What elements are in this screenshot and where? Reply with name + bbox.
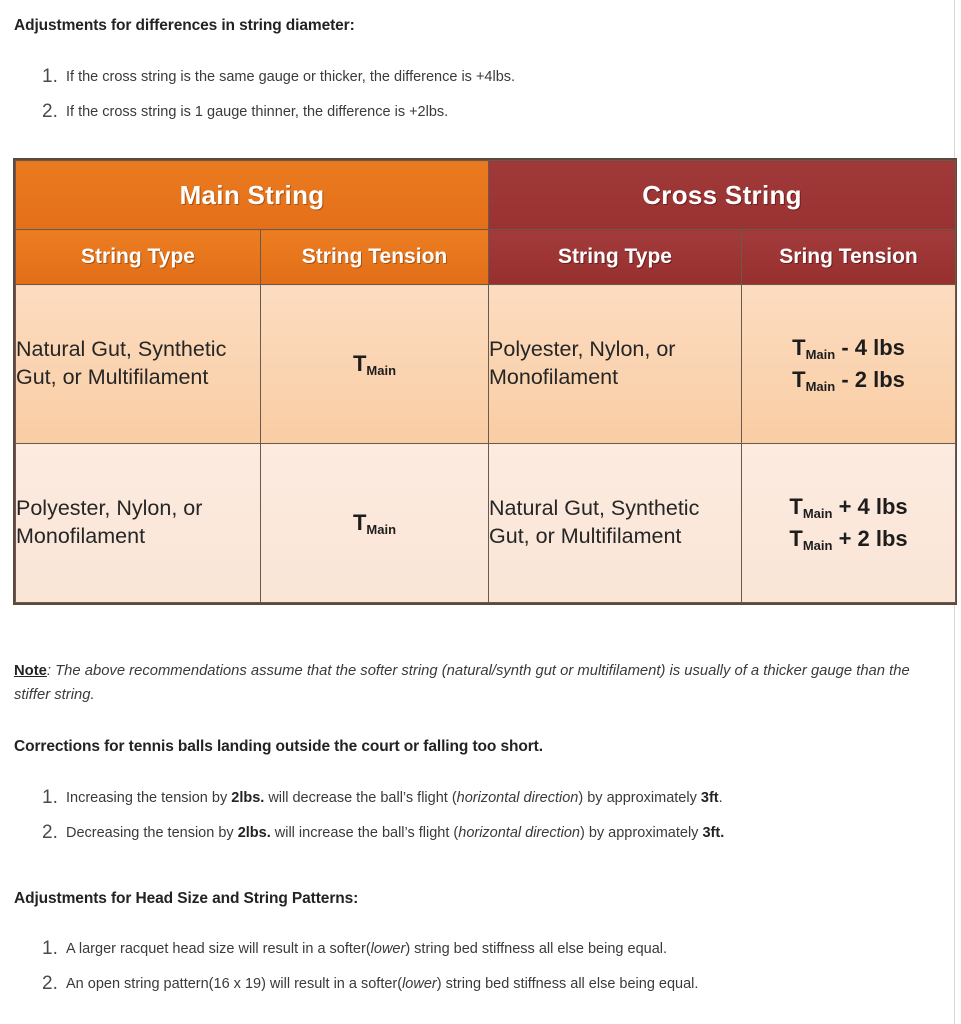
- list-item-text: If the cross string is 1 gauge thinner, the difference is +2lbs.: [66, 104, 449, 121]
- text-italic: horizontal direction: [456, 790, 579, 806]
- text-pre: Decreasing the tension by: [66, 825, 238, 842]
- list-marker: 2.: [42, 822, 58, 844]
- list-string-diameter: [0, 68, 930, 138]
- cell-main-string-tension: [261, 444, 489, 603]
- text-mid2: ) by approximately: [579, 825, 703, 842]
- group-header-cross-string: Cross String: [489, 161, 956, 230]
- column-header-cross-string-tension: Sring Tension: [742, 230, 956, 285]
- list-marker: 1.: [42, 787, 58, 808]
- list-item-text: If the cross string is the same gauge or thicker, the difference is +4lbs.: [66, 69, 516, 85]
- text-italic: horizontal direction: [458, 825, 580, 842]
- list-marker: 1.: [42, 938, 58, 959]
- cell-main-string-tension: [261, 285, 489, 444]
- list-marker: 2.: [42, 101, 58, 123]
- list-item: [0, 975, 950, 993]
- list-corrections: [0, 789, 950, 859]
- string-tension-table: [15, 160, 956, 603]
- text-bold: 3ft: [700, 790, 719, 806]
- string-tension-table-wrapper: [13, 158, 957, 605]
- list-marker: 1.: [42, 66, 58, 87]
- text-post: ) string bed stiffness all else being equal.: [405, 941, 668, 957]
- text-bold: 2lbs.: [237, 825, 271, 842]
- column-header-cross-string-type: String Type: [489, 230, 742, 285]
- column-header-main-string-type: String Type: [16, 230, 261, 285]
- heading-corrections: Corrections for tennis balls landing outside the court or falling too short.: [14, 738, 543, 755]
- list-item: [0, 103, 930, 121]
- text-post: .: [718, 790, 723, 806]
- tension-expression: $T_{Main} + 4$ lbs: [789, 494, 908, 522]
- table-row: [16, 444, 956, 603]
- group-header-main-string: Main String: [16, 161, 489, 230]
- list-item: [0, 940, 950, 958]
- list-item: [0, 789, 950, 807]
- tension-expression: $T_{Main}$: [352, 509, 397, 537]
- list-marker: 2.: [42, 973, 58, 995]
- text-italic: lower: [370, 941, 406, 957]
- note-text: The above recommendations assume that the softer string (natural/synth gut or multifilament) is usually of a thicker gauge than the stiffer string.: [14, 662, 910, 703]
- note-separator: :: [46, 662, 52, 679]
- cell-cross-string-type: Natural Gut, Synthetic Gut, or Multifilament: [489, 444, 742, 603]
- column-header-main-string-tension: String Tension: [261, 230, 489, 285]
- cell-main-string-type: Polyester, Nylon, or Monofilament: [16, 444, 261, 603]
- note-paragraph: [14, 660, 929, 708]
- tension-expression: $T_{Main}$: [352, 350, 397, 378]
- list-item: [0, 824, 950, 842]
- text-pre: A larger racquet head size will result in a softer(: [66, 941, 371, 957]
- list-head-size: [0, 940, 950, 1010]
- note-label: Note: [14, 662, 47, 679]
- table-group-header-row: [16, 161, 956, 230]
- heading-string-diameter: Adjustments for differences in string diameter:: [14, 17, 355, 34]
- text-mid: will increase the ball’s flight (: [270, 825, 459, 842]
- text-pre: Increasing the tension by: [66, 790, 232, 806]
- text-italic: lower: [402, 976, 437, 993]
- tension-expression: $T_{Main} + 2$ lbs: [789, 526, 908, 553]
- text-mid2: ) by approximately: [578, 790, 701, 806]
- table-row: [16, 285, 956, 444]
- cell-cross-string-type: Polyester, Nylon, or Monofilament: [489, 285, 742, 444]
- heading-head-size: Adjustments for Head Size and String Patterns:: [14, 890, 359, 907]
- cell-main-string-type: Natural Gut, Synthetic Gut, or Multifilament: [16, 285, 261, 444]
- list-item: [0, 68, 930, 86]
- text-bold: 2lbs.: [231, 790, 265, 806]
- cell-cross-string-tension: [742, 444, 956, 603]
- text-pre: An open string pattern(16 x 19) will result in a softer(: [66, 976, 403, 993]
- table-column-header-row: [16, 230, 956, 285]
- text-mid: will decrease the ball’s flight (: [264, 790, 457, 806]
- tension-expression: $T_{Main} - 2$ lbs: [792, 367, 905, 394]
- text-bold: 3ft.: [702, 825, 725, 842]
- cell-cross-string-tension: [742, 285, 956, 444]
- tension-expression: $T_{Main} - 4$ lbs: [792, 335, 905, 363]
- text-post: ) string bed stiffness all else being equal.: [436, 976, 699, 993]
